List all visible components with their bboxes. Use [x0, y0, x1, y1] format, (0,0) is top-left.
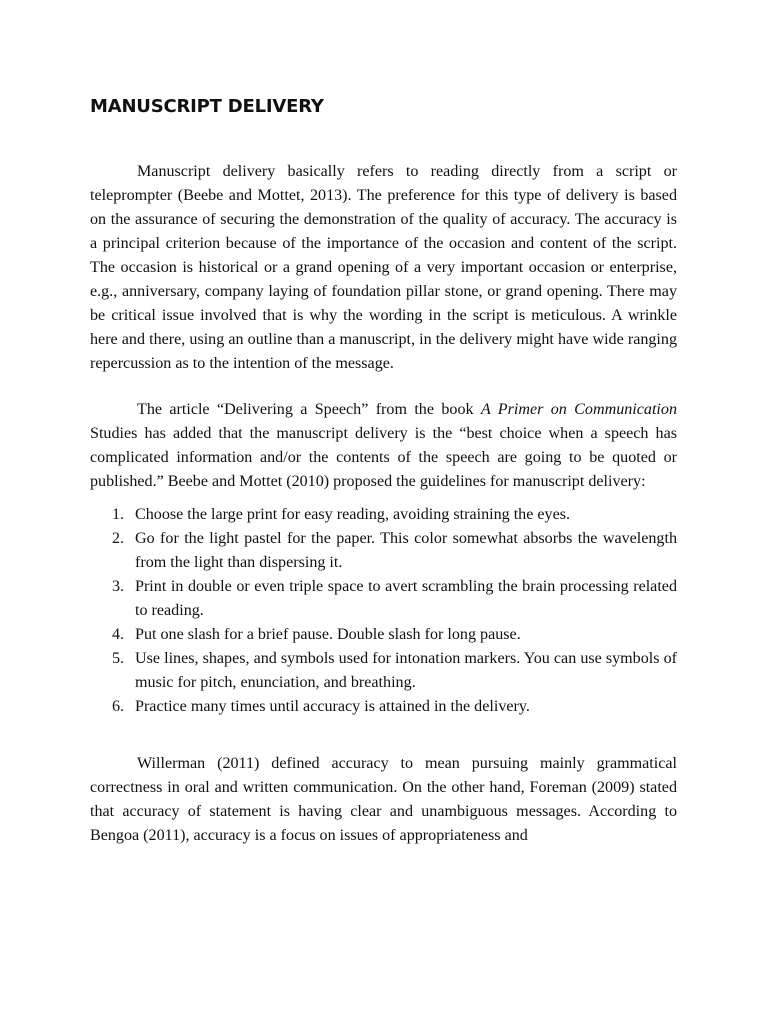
paragraph-manuscript-definition: Manuscript delivery basically refers to reading directly from a script or teleprompter (Beebe and Mottet, 2013). The preference for this type of delivery is based on the assurance of securing the demonstration of the quality of accuracy. The accuracy is a principal criterion because of the importance of the occasion and content of the script. The occasion is historical or a grand opening of a very important occasion or enterprise, e.g., anniversary, company laying of foundation pillar stone, or grand opening. There may be critical issue involved that is why the wording in the script is meticulous. A wrinkle here and there, using an outline than a manuscript, in the delivery might have wide ranging repercussion as to the intention of the message. — [90, 163, 677, 372]
list-item — [90, 695, 677, 719]
book-title: A Primer on Communication — [480, 401, 677, 418]
paragraph-spacer — [90, 376, 677, 398]
list-item-text: Use lines, shapes, and symbols used for intonation markers. You can use symbols of music for pitch, enunciation, and breathing. — [135, 650, 677, 691]
list-item-text: Print in double or even triple space to avert scrambling the brain processing related to reading. — [135, 578, 677, 619]
list-item-number: 5. — [112, 650, 125, 667]
paragraph-accuracy-definitions: Willerman (2011) defined accuracy to mean pursuing mainly grammatical correctness in oral and written communication. On the other hand, Foreman (2009) stated that accuracy of statement is having clear and unambiguous messages. According to Bengoa (2011), accuracy is a focus on issues of appropriateness and — [90, 755, 677, 844]
guidelines-list — [90, 503, 677, 719]
list-item — [90, 575, 677, 623]
document-page — [90, 92, 677, 848]
list-item-text: Put one slash for a brief pause. Double slash for long pause. — [135, 626, 521, 643]
list-item-number: 3. — [112, 578, 125, 595]
list-item-number: 1. — [112, 506, 125, 523]
list-item-text: Go for the light pastel for the paper. This color somewhat absorbs the wavelength from the light than dispersing it. — [135, 530, 677, 571]
list-item-number: 4. — [112, 626, 125, 643]
list-item-text: Choose the large print for easy reading, avoiding straining the eyes. — [135, 506, 571, 523]
section-heading: MANUSCRIPT DELIVERY — [90, 96, 324, 117]
paragraph-spacer — [90, 719, 677, 752]
list-spacer — [90, 494, 677, 503]
paragraph-article-reference — [90, 398, 677, 494]
paragraph-text-before: The article “Delivering a Speech” from the book — [137, 401, 481, 418]
list-item — [90, 527, 677, 575]
list-item — [90, 503, 677, 527]
list-item-number: 2. — [112, 530, 125, 547]
paragraph-text-after: Studies has added that the manuscript delivery is the “best choice when a speech has complicated information and/or the contents of the speech are going to be quoted or published.” Beebe and Mottet (2010) proposed the guidelines for manuscript delivery: — [90, 425, 677, 490]
list-item-number: 6. — [112, 698, 125, 715]
list-item — [90, 647, 677, 695]
list-item-text: Practice many times until accuracy is attained in the delivery. — [135, 698, 530, 715]
list-item — [90, 623, 677, 647]
